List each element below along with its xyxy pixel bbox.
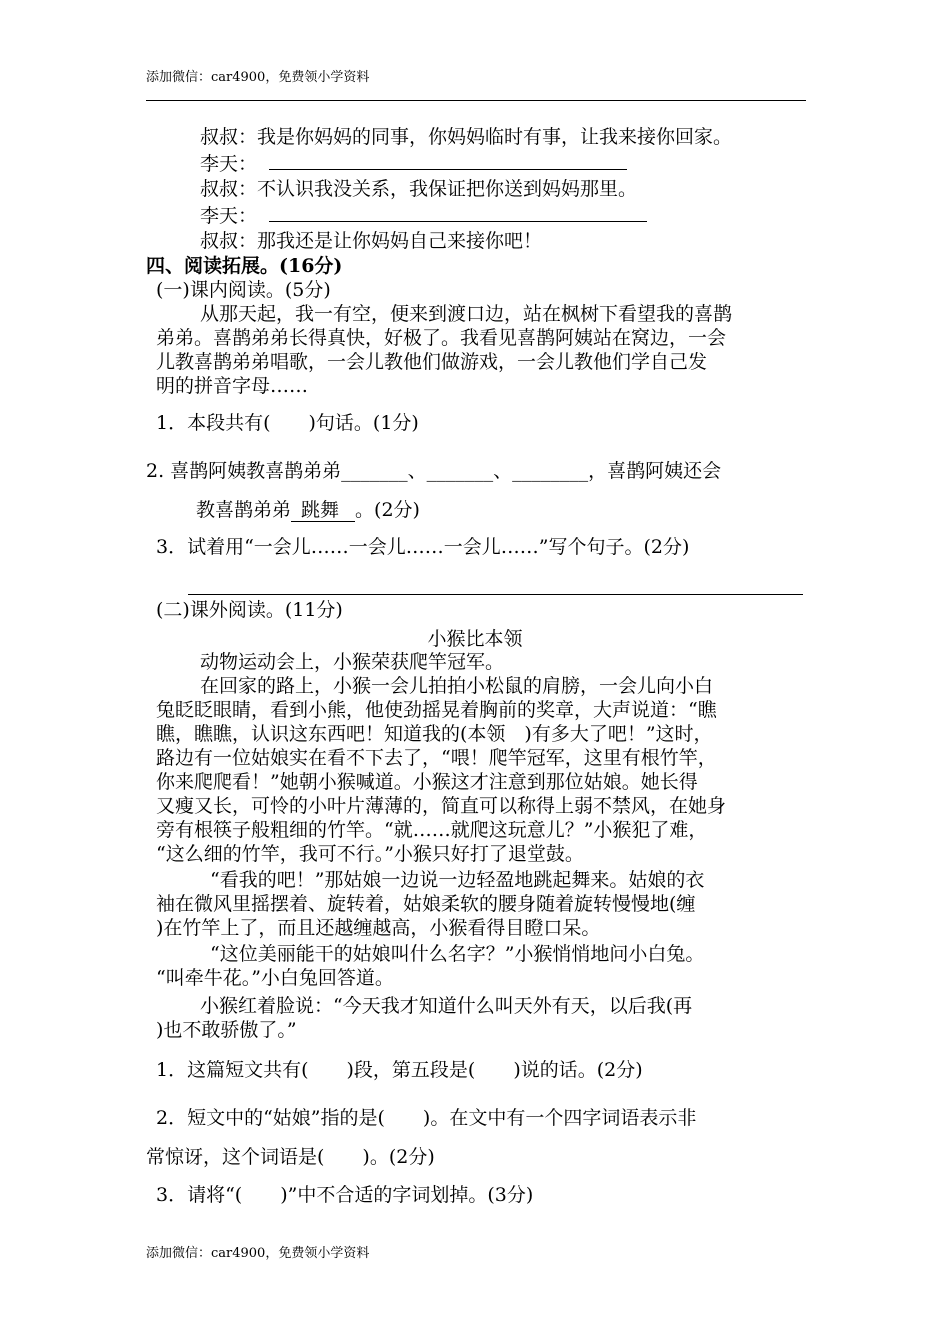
passage-line: 明的拼音字母…… [156, 375, 309, 397]
answer-line[interactable] [188, 594, 803, 595]
dialogue-line [200, 125, 732, 149]
question: 1．这篇短文共有( )段，第五段是( )说的话。(2分) [156, 1059, 643, 1081]
question: 2. 喜鹊阿姨教喜鹊弟弟_______、_______、________，喜鹊阿姨还会 [146, 460, 722, 482]
dialogue-line [200, 203, 647, 228]
passage-line: 你来爬爬看！”她朝小猴喊道。小猴这才注意到那位姑娘。她长得 [156, 771, 698, 793]
filled-answer: 跳舞 [291, 499, 355, 522]
header-divider [146, 100, 806, 101]
dialogue-line [200, 229, 542, 253]
passage-line: 旁有根筷子般粗细的竹竿。“就……就爬这玩意儿？”小猴犯了难， [156, 819, 708, 841]
passage-line: )也不敢骄傲了。” [156, 1019, 297, 1041]
part-title: (二)课外阅读。(11分) [156, 599, 343, 621]
speaker: 叔叔： [200, 126, 258, 148]
speaker: 李天： [200, 205, 258, 227]
dialogue-text: 不认识我没关系，我保证把你送到妈妈那里。 [257, 178, 638, 200]
dialogue-line [200, 177, 637, 201]
question: 3．请将“( )”中不合适的字词划掉。(3分) [156, 1184, 534, 1206]
question-text: 教喜鹊弟弟 [196, 499, 292, 521]
passage-line: )在竹竿上了，而且还越缠越高，小猴看得目瞪口呆。 [156, 917, 601, 939]
passage-line: 从那天起，我一有空，便来到渡口边，站在枫树下看望我的喜鹊 [200, 303, 733, 325]
part-title: (一)课内阅读。(5分) [156, 279, 331, 301]
passage-line: 动物运动会上，小猴荣获爬竿冠军。 [200, 651, 505, 673]
passage-line: 在回家的路上，小猴一会儿拍拍小松鼠的肩膀，一会儿向小白 [200, 675, 714, 697]
question: 2．短文中的“姑娘”指的是( )。在文中有一个四字词语表示非 [156, 1107, 697, 1129]
speaker: 李天： [200, 153, 258, 175]
passage-line: 儿教喜鹊弟弟唱歌，一会儿教他们做游戏，一会儿教他们学自己发 [156, 351, 708, 373]
passage-line: 瞧，瞧瞧，认识这东西吧！知道我的(本领 )有多大了吧！”这时， [156, 723, 713, 745]
dialogue-text: 那我还是让你妈妈自己来接你吧！ [257, 230, 543, 252]
question: 1．本段共有( )句话。(1分) [156, 412, 419, 434]
dialogue-text: 我是你妈妈的同事，你妈妈临时有事，让我来接你回家。 [257, 126, 733, 148]
passage-line: 路边有一位姑娘实在看不下去了，“喂！爬竿冠军，这里有根竹竿， [156, 747, 717, 769]
answer-blank[interactable] [269, 203, 647, 222]
question: 常惊讶，这个词语是( )。(2分) [146, 1146, 435, 1168]
answer-blank[interactable] [269, 151, 627, 170]
page-footer: 添加微信：car4900，免费领小学资料 [146, 1246, 370, 1261]
passage-line: 袖在微风里摇摆着、旋转着，姑娘柔软的腰身随着旋转慢慢地(缠 [156, 893, 696, 915]
speaker: 叔叔： [200, 178, 258, 200]
page-header: 添加微信：car4900，免费领小学资料 [146, 70, 370, 85]
passage-line: “叫牵牛花。”小白兔回答道。 [156, 967, 394, 989]
section-title: 四、阅读拓展。(16分) [146, 255, 343, 277]
passage-line: “这位美丽能干的姑娘叫什么名字？”小猴悄悄地问小白兔。 [210, 943, 705, 965]
question: 3．试着用“一会儿……一会儿……一会儿……”写个句子。(2分) [156, 536, 690, 558]
question [196, 498, 420, 522]
speaker: 叔叔： [200, 230, 258, 252]
passage-line: “这么细的竹竿，我可不行。”小猴只好打了退堂鼓。 [156, 843, 584, 865]
passage-line: 又瘦又长，可怜的小叶片薄薄的，简直可以称得上弱不禁风，在她身 [156, 795, 727, 817]
passage-line: 小猴红着脸说：“今天我才知道什么叫天外有天，以后我(再 [200, 995, 693, 1017]
story-title: 小猴比本领 [427, 628, 523, 650]
passage-line: “看我的吧！”那姑娘一边说一边轻盈地跳起舞来。姑娘的衣 [210, 869, 705, 891]
question-text: 。(2分) [355, 499, 420, 521]
passage-line: 弟弟。喜鹊弟弟长得真快，好极了。我看见喜鹊阿姨站在窝边，一会 [156, 327, 727, 349]
dialogue-line [200, 151, 627, 176]
passage-line: 兔眨眨眼睛，看到小熊，他使劲摇晃着胸前的奖章，大声说道：“瞧 [156, 699, 717, 721]
